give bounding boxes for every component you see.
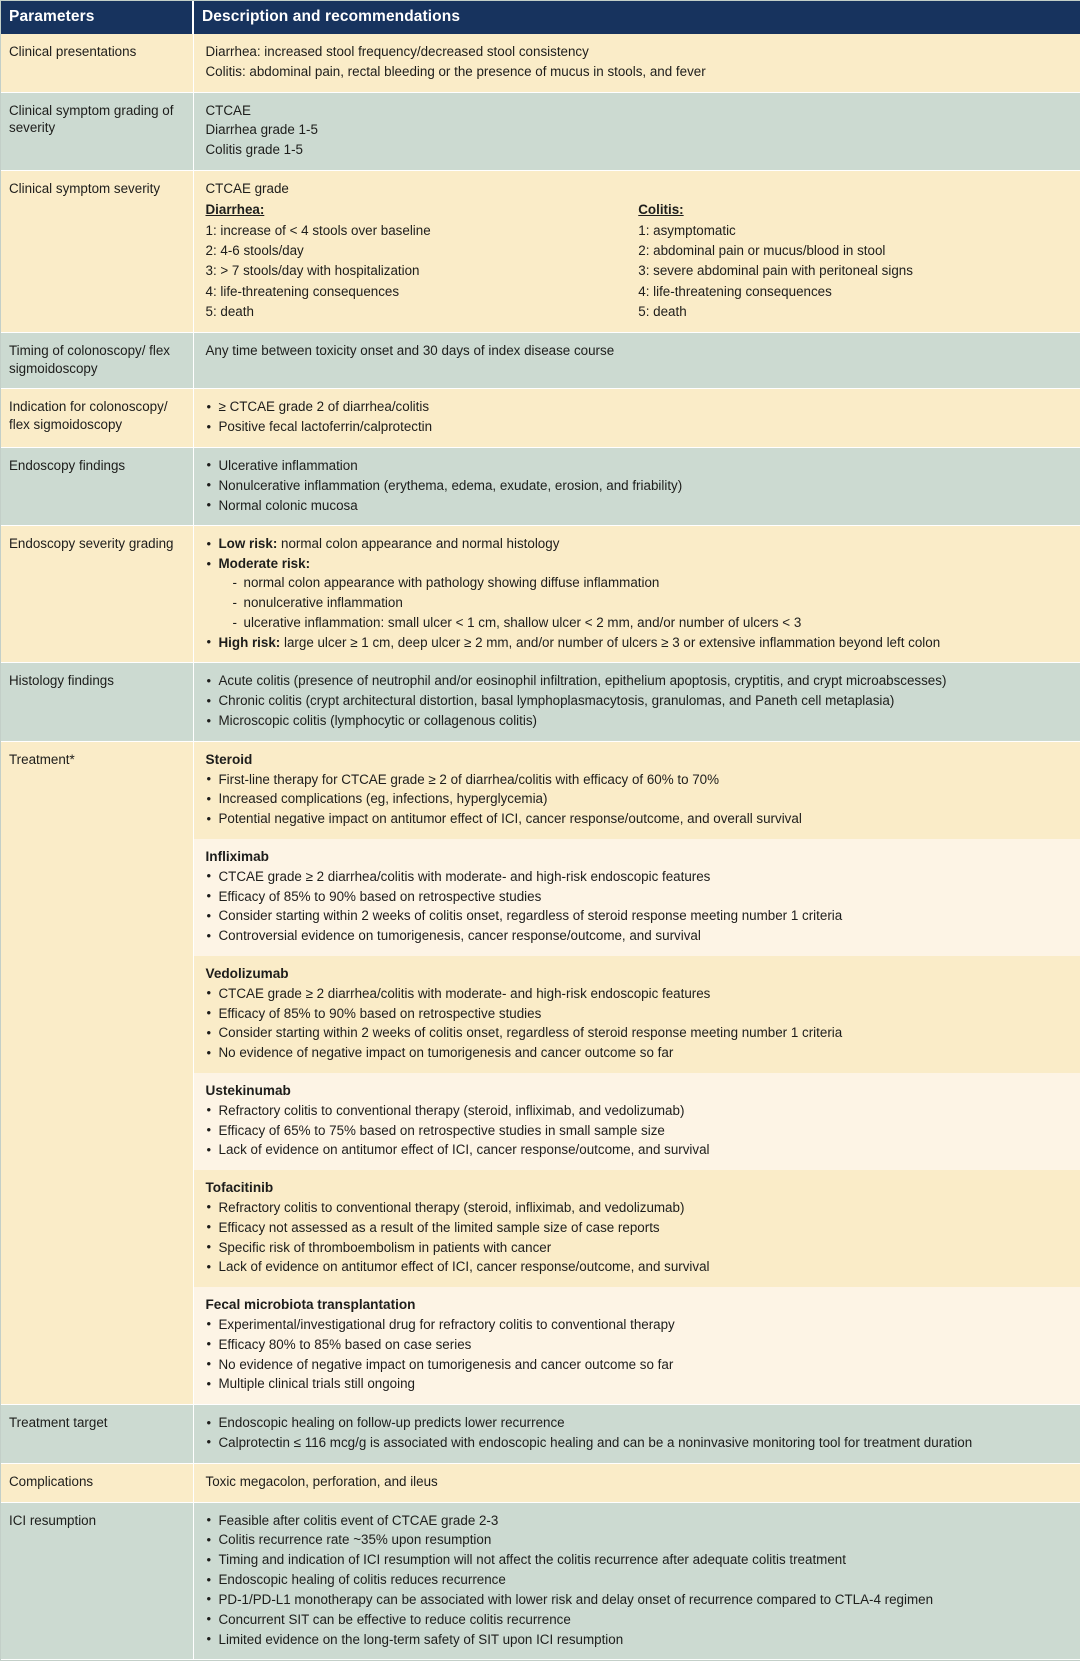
- row-content-indication-colonoscopy: [193, 389, 1080, 448]
- bullet-list: [206, 398, 1072, 436]
- list-item: • Efficacy not assessed as a result of the limited sample size of case reports: [206, 1219, 1072, 1237]
- table-row-symptom-grading: [1, 92, 1080, 170]
- bullet-list: [206, 457, 1072, 514]
- row-label-treatment-target: Treatment target: [1, 1405, 193, 1464]
- row-content-histology-findings: [193, 663, 1080, 741]
- severity-item: 2: 4-6 stools/day: [206, 242, 629, 260]
- row-label-symptom-grading: Clinical symptom grading of severity: [1, 92, 193, 170]
- treatment-title: Fecal microbiota transplantation: [206, 1296, 1072, 1314]
- treatment-block-tofacitinib: [194, 1170, 1080, 1287]
- list-item: • Colitis recurrence rate ~35% upon resumption: [206, 1531, 1072, 1549]
- list-item: • CTCAE grade ≥ 2 diarrhea/colitis with moderate- and high-risk endoscopic features: [206, 985, 1072, 1003]
- row-label-clinical-presentations: Clinical presentations: [1, 34, 193, 92]
- treatment-block-ustekinumab: [194, 1073, 1080, 1170]
- treatment-block-infliximab: [194, 839, 1080, 956]
- sub-list-moderate-risk: [219, 574, 1072, 631]
- table-row-endoscopy-findings: [1, 447, 1080, 525]
- list-item: • PD-1/PD-L1 monotherapy can be associated with lower risk and delay onset of recurrence compared to CTLA-4 regimen: [206, 1591, 1072, 1609]
- bullet-list: [206, 868, 1072, 945]
- row-label-indication-colonoscopy: Indication for colonoscopy/ flex sigmoidoscopy: [1, 389, 193, 448]
- severity-heading-diarrhea: Diarrhea:: [206, 201, 629, 219]
- row-content-treatment: [193, 741, 1080, 1404]
- list-item: • Experimental/investigational drug for refractory colitis to conventional therapy: [206, 1316, 1072, 1334]
- row-content-treatment-target: [193, 1405, 1080, 1464]
- row-content-clinical-presentations: [193, 34, 1080, 92]
- severity-item: 5: death: [206, 303, 629, 321]
- row-label-treatment: Treatment*: [1, 741, 193, 1404]
- row-label-complications: Complications: [1, 1463, 193, 1502]
- severity-two-column-layout: [206, 201, 1072, 321]
- risk-text-high: large ulcer ≥ 1 cm, deep ulcer ≥ 2 mm, and/or number of ulcers ≥ 3 or extensive inflammation beyond left colon: [280, 635, 940, 650]
- bullet-list: [206, 1414, 1072, 1452]
- bullet-list: [206, 1512, 1072, 1649]
- severity-item: 4: life-threatening consequences: [206, 283, 629, 301]
- table-row-endoscopy-severity: [1, 526, 1080, 663]
- bullet-list: [206, 672, 1072, 729]
- treatment-block-fecal-microbiota-transplantation: [194, 1287, 1080, 1404]
- list-item: • First-line therapy for CTCAE grade ≥ 2 of diarrhea/colitis with efficacy of 60% to 70%: [206, 771, 1072, 789]
- list-item: • Consider starting within 2 weeks of colitis onset, regardless of steroid response meeting number 1 criteria: [206, 1024, 1072, 1042]
- list-item: • Efficacy 80% to 85% based on case series: [206, 1336, 1072, 1354]
- row-label-symptom-severity: Clinical symptom severity: [1, 171, 193, 333]
- list-item: • Acute colitis (presence of neutrophil and/or eosinophil infiltration, epithelium apoptosis, cryptitis, and crypt microabscesses): [206, 672, 1072, 690]
- list-item: • Specific risk of thromboembolism in patients with cancer: [206, 1239, 1072, 1257]
- table-row-indication-colonoscopy: [1, 389, 1080, 448]
- list-item: • Increased complications (eg, infections, hyperglycemia): [206, 790, 1072, 808]
- severity-item: 2: abdominal pain or mucus/blood in stool: [638, 242, 1061, 260]
- text-line: CTCAE: [206, 102, 1072, 120]
- list-item: • Refractory colitis to conventional therapy (steroid, infliximab, and vedolizumab): [206, 1102, 1072, 1120]
- bullet-list: [206, 535, 1072, 651]
- severity-item: 1: increase of < 4 stools over baseline: [206, 222, 629, 240]
- guideline-table: [1, 1, 1080, 1660]
- list-item: • Potential negative impact on antitumor effect of ICI, cancer response/outcome, and overall survival: [206, 810, 1072, 828]
- treatment-title: Vedolizumab: [206, 965, 1072, 983]
- row-content-endoscopy-findings: [193, 447, 1080, 525]
- row-label-endoscopy-severity: Endoscopy severity grading: [1, 526, 193, 663]
- header-row: [1, 1, 1080, 34]
- treatment-block-vedolizumab: [194, 956, 1080, 1073]
- list-item: • Microscopic colitis (lymphocytic or collagenous colitis): [206, 712, 1072, 730]
- text-line: Colitis: abdominal pain, rectal bleeding or the presence of mucus in stools, and fever: [206, 63, 1072, 81]
- text-line: Diarrhea grade 1-5: [206, 121, 1072, 139]
- list-item: • Endoscopic healing of colitis reduces recurrence: [206, 1571, 1072, 1589]
- list-item: • Efficacy of 65% to 75% based on retrospective studies in small sample size: [206, 1122, 1072, 1140]
- row-label-endoscopy-findings: Endoscopy findings: [1, 447, 193, 525]
- list-item-moderate-risk: [206, 555, 1072, 631]
- list-item: • Calprotectin ≤ 116 mcg/g is associated with endoscopic healing and can be a noninvasive monitoring tool for treatment duration: [206, 1434, 1072, 1452]
- table-row-timing-colonoscopy: [1, 332, 1080, 388]
- text-line: Any time between toxicity onset and 30 days of index disease course: [206, 342, 1072, 360]
- table-body: [1, 34, 1080, 1660]
- list-item: • Timing and indication of ICI resumption will not affect the colitis recurrence after adequate colitis treatment: [206, 1551, 1072, 1569]
- severity-column-diarrhea: [206, 201, 639, 321]
- list-item: • Multiple clinical trials still ongoing: [206, 1375, 1072, 1393]
- treatment-title: Steroid: [206, 751, 1072, 769]
- list-item: • Nonulcerative inflammation (erythema, edema, exudate, erosion, and friability): [206, 477, 1072, 495]
- bullet-list: [206, 1199, 1072, 1276]
- list-item: • Endoscopic healing on follow-up predicts lower recurrence: [206, 1414, 1072, 1432]
- row-content-symptom-severity: [193, 171, 1080, 333]
- row-content-symptom-grading: [193, 92, 1080, 170]
- table-row-complications: [1, 1463, 1080, 1502]
- list-item: • Efficacy of 85% to 90% based on retrospective studies: [206, 888, 1072, 906]
- row-content-complications: [193, 1463, 1080, 1502]
- text-line: Diarrhea: increased stool frequency/decreased stool consistency: [206, 43, 1072, 61]
- severity-item: 3: > 7 stools/day with hospitalization: [206, 262, 629, 280]
- risk-text-low: normal colon appearance and normal histology: [277, 536, 559, 551]
- list-item-low-risk: [206, 535, 1072, 553]
- treatment-title: Infliximab: [206, 848, 1072, 866]
- sub-list-item: - ulcerative inflammation: small ulcer < 1 cm, shallow ulcer < 2 mm, and/or number of ulcers < 3: [233, 614, 1072, 632]
- column-header-description: Description and recommendations: [193, 1, 1080, 34]
- severity-item: 5: death: [638, 303, 1061, 321]
- table-row-ici-resumption: [1, 1502, 1080, 1660]
- row-label-timing-colonoscopy: Timing of colonoscopy/ flex sigmoidoscopy: [1, 332, 193, 388]
- severity-item: 4: life-threatening consequences: [638, 283, 1061, 301]
- list-item: • Feasible after colitis event of CTCAE grade 2-3: [206, 1512, 1072, 1530]
- table-row-symptom-severity: [1, 171, 1080, 333]
- text-line: Colitis grade 1-5: [206, 141, 1072, 159]
- bullet-list: [206, 771, 1072, 828]
- list-item: • Chronic colitis (crypt architectural distortion, basal lymphoplasmacytosis, granulomas, and Paneth cell metaplasia): [206, 692, 1072, 710]
- treatment-block-steroid: [194, 742, 1080, 839]
- list-item: • Refractory colitis to conventional therapy (steroid, infliximab, and vedolizumab): [206, 1199, 1072, 1217]
- list-item: • No evidence of negative impact on tumorigenesis and cancer outcome so far: [206, 1044, 1072, 1062]
- list-item: • ≥ CTCAE grade 2 of diarrhea/colitis: [206, 398, 1072, 416]
- severity-column-colitis: [638, 201, 1071, 321]
- row-label-ici-resumption: ICI resumption: [1, 1502, 193, 1660]
- table-row-treatment-target: [1, 1405, 1080, 1464]
- list-item: • Efficacy of 85% to 90% based on retrospective studies: [206, 1005, 1072, 1023]
- list-item: • Concurrent SIT can be effective to reduce colitis recurrence: [206, 1611, 1072, 1629]
- bullet-list: [206, 1102, 1072, 1159]
- table-header: [1, 1, 1080, 34]
- row-content-ici-resumption: [193, 1502, 1080, 1660]
- bullet-list: [206, 985, 1072, 1062]
- column-header-parameters: Parameters: [1, 1, 193, 34]
- treatment-title: Tofacitinib: [206, 1179, 1072, 1197]
- severity-item: 3: severe abdominal pain with peritoneal signs: [638, 262, 1061, 280]
- list-item: • Normal colonic mucosa: [206, 497, 1072, 515]
- sub-list-item: - normal colon appearance with pathology showing diffuse inflammation: [233, 574, 1072, 592]
- list-item: • Consider starting within 2 weeks of colitis onset, regardless of steroid response meeting number 1 criteria: [206, 907, 1072, 925]
- table-row-histology-findings: [1, 663, 1080, 741]
- risk-label-low: Low risk:: [219, 536, 278, 551]
- row-content-endoscopy-severity: [193, 526, 1080, 663]
- list-item: • CTCAE grade ≥ 2 diarrhea/colitis with moderate- and high-risk endoscopic features: [206, 868, 1072, 886]
- table-row-clinical-presentations: [1, 34, 1080, 92]
- table-row-treatment: [1, 741, 1080, 1404]
- sub-list-item: - nonulcerative inflammation: [233, 594, 1072, 612]
- list-item: • Lack of evidence on antitumor effect of ICI, cancer response/outcome, and survival: [206, 1141, 1072, 1159]
- text-line: Toxic megacolon, perforation, and ileus: [206, 1473, 1072, 1491]
- risk-label-high: High risk:: [219, 635, 281, 650]
- severity-heading-colitis: Colitis:: [638, 201, 1061, 219]
- list-item: • Positive fecal lactoferrin/calprotectin: [206, 418, 1072, 436]
- severity-item: 1: asymptomatic: [638, 222, 1061, 240]
- text-line: CTCAE grade: [206, 180, 1072, 198]
- treatment-title: Ustekinumab: [206, 1082, 1072, 1100]
- row-content-timing-colonoscopy: [193, 332, 1080, 388]
- list-item: • Limited evidence on the long-term safety of SIT upon ICI resumption: [206, 1631, 1072, 1649]
- row-label-histology-findings: Histology findings: [1, 663, 193, 741]
- list-item: • Controversial evidence on tumorigenesis, cancer response/outcome, and survival: [206, 927, 1072, 945]
- list-item: • Ulcerative inflammation: [206, 457, 1072, 475]
- risk-label-moderate: Moderate risk:: [219, 556, 311, 571]
- list-item: • Lack of evidence on antitumor effect of ICI, cancer response/outcome, and survival: [206, 1258, 1072, 1276]
- list-item: • No evidence of negative impact on tumorigenesis and cancer outcome so far: [206, 1356, 1072, 1374]
- list-item-high-risk: [206, 634, 1072, 652]
- bullet-list: [206, 1316, 1072, 1393]
